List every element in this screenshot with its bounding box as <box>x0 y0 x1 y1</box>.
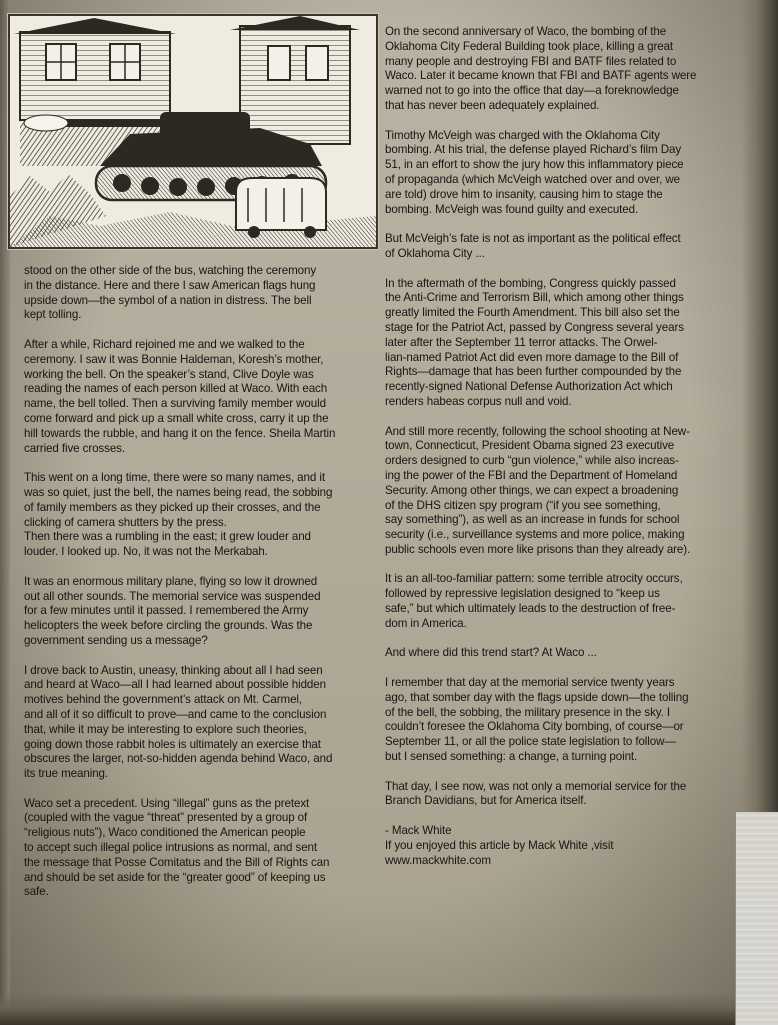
paragraph: In the aftermath of the bombing, Congress quickly passed the Anti-Crime and Terrorism Bill, which among other things greatly limited the Fourth Amendment. This bill also set the stage for the Patriot Act, passed by Congress several years later after the September 11 terror attacks. The Orwel- lian-named Patriot Act did even more damage to the Bill of Rights—damage that has been further compounded by the recently-signed National Defense Authorization Act which renders habeas corpus null and void. <box>385 276 684 408</box>
paragraph: I remember that day at the memorial service twenty years ago, that somber day with the flags upside down—the tolling of the bell, the sobbing, the military presence in the sky. I couldn’t foresee the Oklahoma City bombing, of course—or September 11, or all the police state legislation to follow— but I sensed something: a change, a turning point. <box>385 676 689 764</box>
tape-strip <box>735 812 778 1025</box>
paragraph: And where did this trend start? At Waco ... <box>385 646 597 660</box>
paragraph: It is an all-too-familiar pattern: some terrible atrocity occurs, followed by repressive legislation designed to “keep us safe,” but which ultimately leads to the destruction of free- dom in America. <box>385 572 683 630</box>
left-text-column <box>24 264 374 915</box>
tank-house-illustration <box>8 14 378 249</box>
paragraph: That day, I see now, was not only a memorial service for the Branch Davidians, but for America itself. <box>385 779 687 808</box>
footer-note: If you enjoyed this article by Mack White ,visit www.mackwhite.com <box>385 838 614 867</box>
paragraph: But McVeigh’s fate is not as important as the political effect of Oklahoma City ... <box>385 232 681 260</box>
paragraph: I drove back to Austin, uneasy, thinking about all I had seen and heard at Waco—all I had learned about possible hidden motives behind the government’s attack on Mt. Carmel, and all of it so difficult to prove—and came to the conclusion that, while it may be interesting to explore such theories, going down those rabbit holes is ultimately an exercise that obscures the larger, not-so-hidden agenda behind Waco, and its true meaning. <box>24 663 333 781</box>
paragraph: This went on a long time, there were so many names, and it was so quiet, just the bell, the names being read, the sobbing of family members as they picked up their crosses, and the clicking of camera shutters by the press. Then there was a rumbling in the east; it grew louder and louder. I looked up. No, it was not the Merkabah. <box>24 471 333 559</box>
page-edge-shadow-bottom <box>0 993 778 1025</box>
paragraph: And still more recently, following the school shooting at New- town, Connecticut, President Obama signed 23 executive orders designed to curb “gun violence,” while also increas- ing the power of the FBI and the Department of Homeland Security. Among other things, we can expect a broadening of the DHS citizen spy program (“if you see something, say something”), as well as an increase in funds for school security (i.e., surveillance systems and more police, making public schools even more like prisons than they already are). <box>385 424 691 556</box>
paragraph: stood on the other side of the bus, watching the ceremony in the distance. Here and there I saw American flags hung upside down—the symbol of a nation in distress. The bell kept tolling. <box>24 264 317 322</box>
paragraph: On the second anniversary of Waco, the bombing of the Oklahoma City Federal Building took place, killing a great many people and destroying FBI and BATF files related to Waco. Later it became known that FBI and BATF agents were warned not to go into the office that day—a foreknowledge that has never been adequately explained. <box>385 25 697 112</box>
paragraph: After a while, Richard rejoined me and we walked to the ceremony. I saw it was Bonnie Haldeman, Koresh’s mother, working the bell. On the speaker’s stand, Clive Doyle was reading the names of each person killed at Waco. With each name, the bell tolled. Then a surviving family member would come forward and pick up a small white cross, carry it up the hill towards the rubble, and hang it on the fence. Sheila Martin carried five crosses. <box>24 337 336 455</box>
paragraph: Waco set a precedent. Using “illegal” guns as the pretext (coupled with the vague “threat” presented by a group of “religious nuts”), Waco conditioned the American people to accept such illegal police intrusions as normal, and sent the message that Posse Comitatus and the Bill of Rights can and should be set aside for the “greater good” of keeping us safe. <box>24 796 330 899</box>
author-signature: - Mack White <box>385 824 452 838</box>
right-text-column <box>385 25 735 868</box>
paragraph: It was an enormous military plane, flying so low it drowned out all other sounds. The memorial service was suspended for a few minutes until it passed. I remembered the Army helicopters the week before circling the grounds. Was the government sending us a message? <box>24 574 321 647</box>
paragraph: Timothy McVeigh was charged with the Oklahoma City bombing. At his trial, the defense played Richard’s film Day 51, in an effort to show the jury how this inflammatory piece of propaganda (which McVeigh watched over and over, we are told) drove him to insanity, causing him to stage the bombing. McVeigh was found guilty and executed. <box>385 128 684 216</box>
